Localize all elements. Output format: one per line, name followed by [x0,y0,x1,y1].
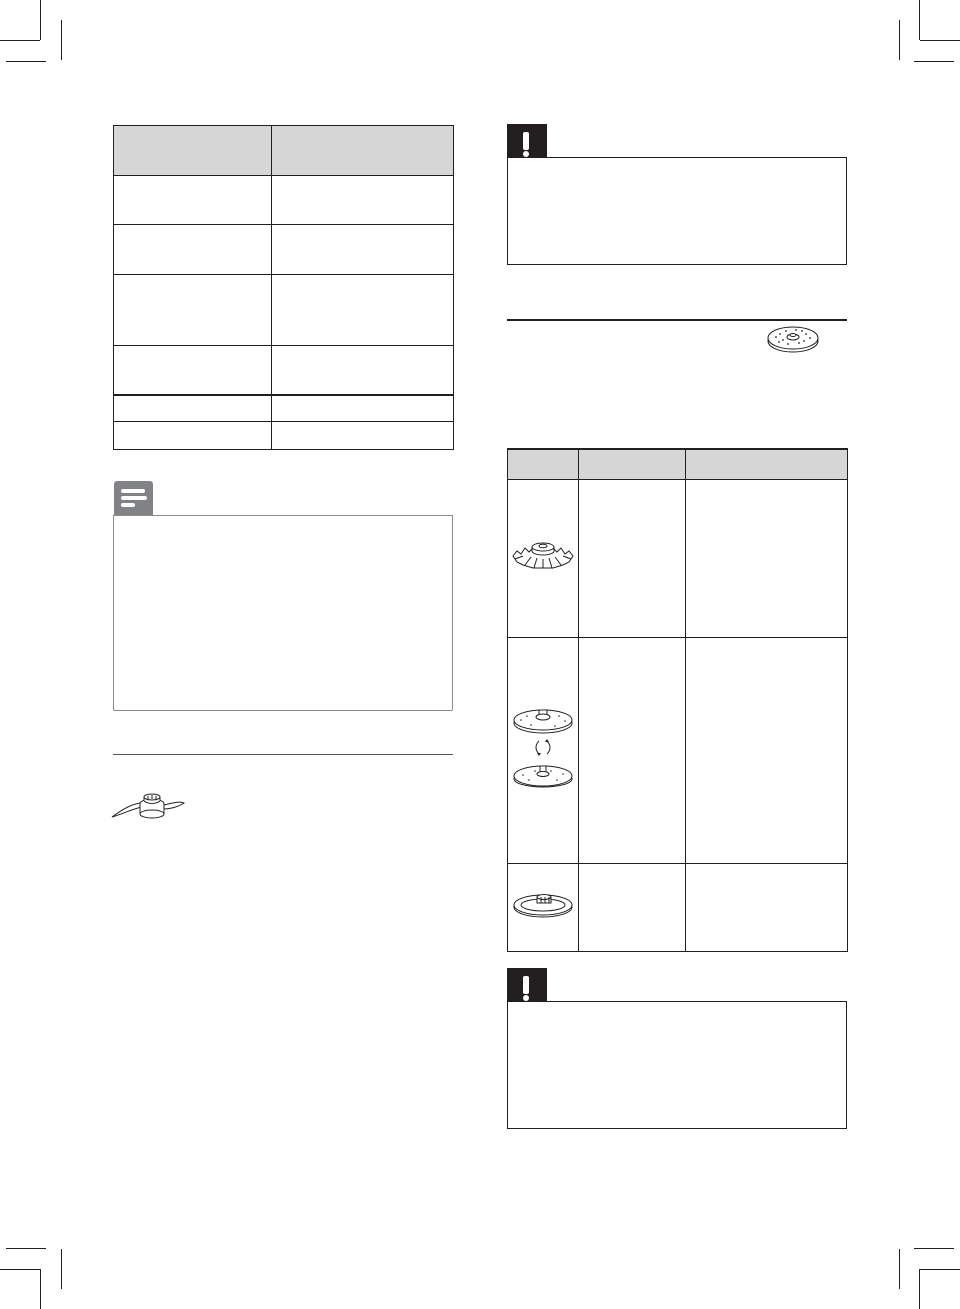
table-cell [272,422,454,450]
table-cell [272,395,454,422]
table-row [114,422,454,450]
note-icon [114,481,153,516]
note-box [113,515,453,711]
table-cell [272,275,454,346]
table-cell [272,176,454,225]
grating-disc-icon [766,326,820,354]
section-divider [507,319,847,321]
specification-table [113,125,454,450]
table-cell [686,637,848,863]
section-divider [113,754,453,755]
caution-box [507,1001,847,1129]
table-header-cell [508,449,579,479]
table-cell [114,346,272,395]
table-cell-image [508,479,579,637]
table-cell [272,346,454,395]
table-header-cell [272,126,454,176]
table-row [114,395,454,422]
table-cell [579,637,686,863]
disc-insert-illustration [511,891,575,919]
table-header-cell [114,126,272,176]
reversible-grating-disc-illustration [511,708,575,788]
table-row [114,275,454,346]
caution-exclamation-icon [507,124,547,158]
discs-table [507,448,848,952]
table-cell-image [508,863,579,951]
chopping-blade-illustration [110,793,186,823]
table-row [508,863,848,951]
table-cell [579,479,686,637]
table-cell [686,479,848,637]
table-row [508,637,848,863]
table-cell [114,176,272,225]
table-row [114,176,454,225]
table-row [114,346,454,395]
emulsifying-disc-illustration [511,539,575,573]
table-header-row [114,126,454,176]
table-cell [114,422,272,450]
table-cell [272,225,454,275]
table-row [114,225,454,275]
table-cell [114,395,272,422]
caution-exclamation-icon [507,968,547,1002]
table-cell-image [508,637,579,863]
table-header-row [508,449,848,479]
table-cell [579,863,686,951]
table-cell [686,863,848,951]
table-row [508,479,848,637]
table-cell [114,225,272,275]
table-header-cell [579,449,686,479]
caution-box [507,157,847,265]
table-header-cell [686,449,848,479]
table-cell [114,275,272,346]
